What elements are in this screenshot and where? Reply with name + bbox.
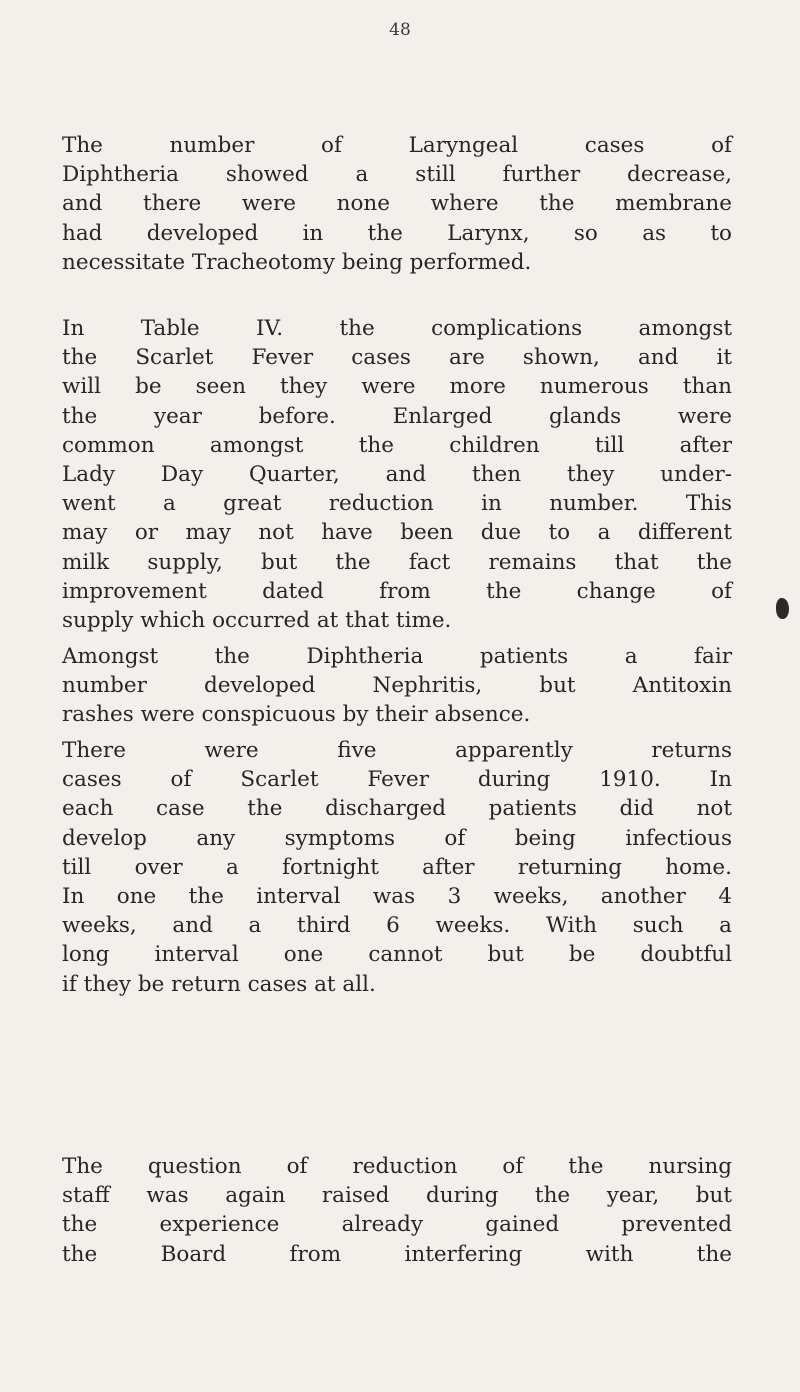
text-line: The question of reduction of the nursing <box>62 1154 732 1179</box>
text-line: staff was again raised during the year, but <box>62 1183 732 1209</box>
text-line: There were five apparently returns <box>62 738 732 763</box>
text-line: and there were none where the membrane <box>62 191 732 217</box>
paragraph-nursing-staff <box>62 1152 732 1269</box>
text-line: if they be return cases at all. <box>62 971 376 997</box>
page-number: 48 <box>389 20 411 40</box>
text-line: number developed Nephritis, but Antitoxin <box>62 673 732 699</box>
text-line: common amongst the children till after <box>62 432 732 458</box>
text-line: will be seen they were more numerous than <box>62 374 732 400</box>
ink-blot <box>776 598 789 619</box>
text-line: In one the interval was 3 weeks, another 4 <box>62 884 732 910</box>
text-line: the Scarlet Fever cases are shown, and it <box>62 345 732 371</box>
text-line: each case the discharged patients did not <box>62 796 732 822</box>
text-line: Lady Day Quarter, and then they under- <box>62 462 732 488</box>
text-line: went a great reduction in number. This <box>62 491 732 517</box>
text-line: weeks, and a third 6 weeks. With such a <box>62 913 732 939</box>
text-line: had developed in the Larynx, so as to <box>62 220 732 246</box>
text-line: may or may not have been due to a different <box>62 520 732 546</box>
paragraph-return-cases <box>62 736 732 999</box>
text-line: till over a fortnight after returning home. <box>62 854 732 880</box>
text-line: the Board from interfering with the <box>62 1241 732 1267</box>
text-line: supply which occurred at that time. <box>62 608 452 634</box>
text-line: cases of Scarlet Fever during 1910. In <box>62 767 732 793</box>
text-line: improvement dated from the change of <box>62 578 732 604</box>
text-line: the experience already gained prevented <box>62 1212 732 1238</box>
text-line: develop any symptoms of being infectious <box>62 825 732 851</box>
text-line: necessitate Tracheotomy being performed. <box>62 249 532 275</box>
paragraph-diphtheria-nephritis <box>62 642 732 730</box>
text-line: milk supply, but the fact remains that the <box>62 549 732 575</box>
text-line: The number of Laryngeal cases of <box>62 133 732 158</box>
text-line: Diphtheria showed a still further decrease, <box>62 162 732 188</box>
text-line: rashes were conspicuous by their absence. <box>62 702 531 728</box>
text-line: In Table IV. the complications amongst <box>62 316 732 341</box>
paragraph-scarlet-fever-complications <box>62 314 732 635</box>
text-line: long interval one cannot but be doubtful <box>62 942 732 968</box>
text-line: Amongst the Diphtheria patients a fair <box>62 644 732 669</box>
text-line: the year before. Enlarged glands were <box>62 403 732 429</box>
paragraph-laryngeal-cases <box>62 131 732 277</box>
